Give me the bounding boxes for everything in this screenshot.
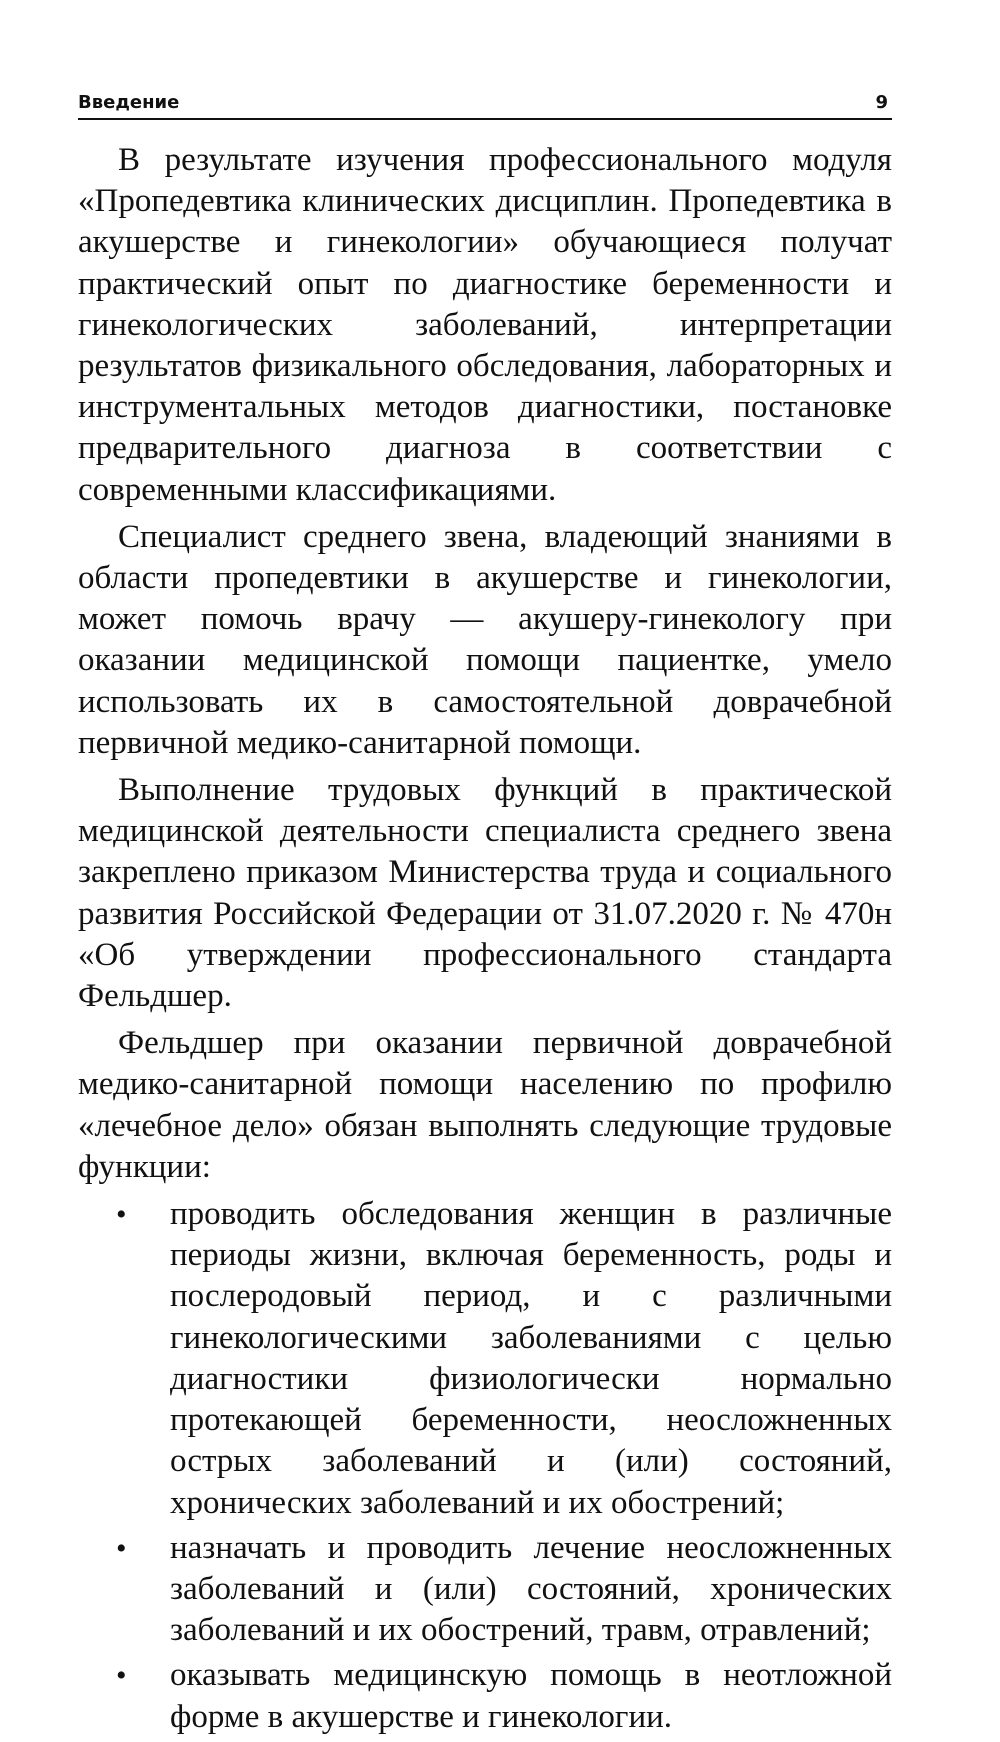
list-item-text: назначать и проводить лечение неосложненных заболеваний и (или) состояний, хронических заболеваний и их обострений, травм, отравлений; (170, 1529, 892, 1649)
list-item (78, 1655, 892, 1737)
paragraph-4: Фельдшер при оказании первичной доврачебной медико-санитарной помощи населению по профилю «лечебное дело» обязан выполнять следующие трудовые функции: (78, 1025, 892, 1185)
paragraph-1: В результате изучения профессионального модуля «Пропедевтика клинических дисциплин. Пропедевтика в акушерстве и гинекологии» обучающиеся получат практический опыт по диагностике беременности и гинекологических заболеваний, интерпретации результатов физикального обследования, лабораторных и инструментальных методов диагностики, постановке предварительного диагноза в соответствии с современными классификациями. (78, 142, 892, 508)
list-item (78, 1528, 892, 1652)
bullet-list (78, 1194, 892, 1738)
list-item-text: оказывать медицинскую помощь в неотложной форме в акушерстве и гинекологии. (170, 1657, 892, 1735)
bullet-marker: • (116, 1198, 127, 1232)
paragraph-3: Выполнение трудовых функций в практической медицинской деятельности специалиста среднего звена закреплено приказом Министерства труда и социального развития Российской Федерации от 31.07.2020 г. № 470н «Об утверждении профессионального стандарта Фельдшер. (78, 772, 892, 1015)
running-head (78, 88, 892, 120)
bullet-marker: • (116, 1531, 127, 1565)
body-text (78, 140, 892, 1742)
bullet-marker: • (116, 1659, 127, 1693)
paragraph-2: Специалист среднего звена, владеющий знаниями в области пропедевтики в акушерстве и гинекологии, может помочь врачу — акушеру-гинекологу при оказании медицинской помощи пациентке, умело использовать их в самостоятельной доврачебной первичной медико-санитарной помощи. (78, 518, 892, 761)
section-title: Введение (78, 92, 180, 113)
page-number: 9 (875, 92, 888, 113)
list-item (78, 1194, 892, 1524)
list-item-text: проводить обследования женщин в различные периоды жизни, включая беременность, роды и послеродовый период, и с различными гинекологическими заболеваниями с целью диагностики физиологически нормально протекающей беременности, неосложненных острых заболеваний и (или) состояний, хронических заболеваний и их обострений; (170, 1196, 892, 1521)
